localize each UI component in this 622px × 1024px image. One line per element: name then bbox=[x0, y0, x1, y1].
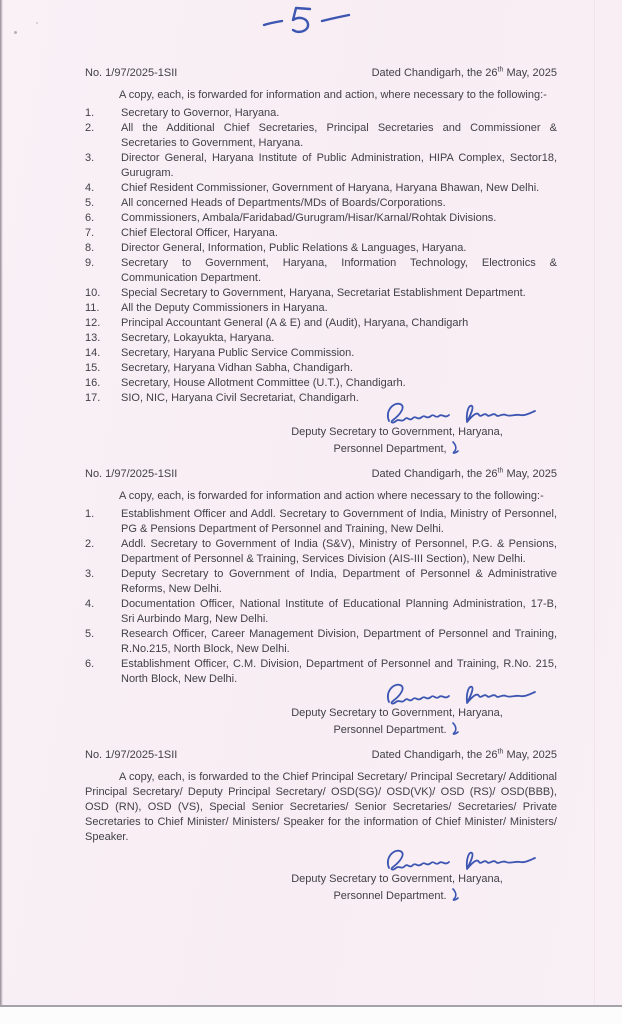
scan-speck bbox=[14, 31, 17, 34]
scan-speck bbox=[36, 22, 38, 24]
reference-number: No. 1/97/2025-1SII bbox=[85, 749, 178, 761]
item-number: 3. bbox=[85, 152, 95, 164]
item-text: Research Officer, Career Management Division, Department of Personnel and Training, R.No.215, North Block, New Delhi. bbox=[121, 628, 557, 655]
list-item bbox=[85, 181, 557, 196]
reference-row bbox=[85, 748, 557, 763]
forwarding-section-1 bbox=[85, 66, 557, 457]
date-line: Dated Chandigarh, the 26th May, 2025 bbox=[371, 748, 557, 761]
signoff-title: Deputy Secretary to Government, Haryana, bbox=[291, 426, 503, 438]
ink-flourish-icon bbox=[449, 721, 461, 737]
letter-body bbox=[85, 0, 557, 904]
item-number: 13. bbox=[85, 332, 101, 344]
item-text: Documentation Officer, National Institute of Educational Planning Administration, 17-B, Sri Aurbindo Marg, New Delhi. bbox=[121, 598, 557, 625]
item-number: 16. bbox=[85, 377, 101, 389]
list-item bbox=[85, 627, 557, 657]
forwarding-section-3 bbox=[85, 748, 557, 904]
signoff-department: Personnel Department. bbox=[237, 887, 557, 904]
list-item bbox=[85, 256, 557, 286]
item-number: 7. bbox=[85, 227, 95, 239]
intro-paragraph: A copy, each, is forwarded to the Chief Principal Secretary/ Principal Secretary/ Additional Principal Secretary/ Deputy Principal Secretary/ OSD(SG)/ OSD(VK)/ OSD (RS)/ OSD(BBB), OSD (RN), OSD (VS), Special Senior Secretaries/ Senior Secretaries/ Secretaries/ Private Secretaries to Chief Minister/ Ministers/ Speaker for the information of Chief Minister/ Ministers/ Speaker. bbox=[85, 771, 557, 843]
list-item bbox=[85, 567, 557, 597]
forwarding-section-2 bbox=[85, 467, 557, 738]
intro-paragraph: A copy, each, is forwarded for information and action, where necessary to the following:- bbox=[119, 89, 547, 101]
signoff-title: Deputy Secretary to Government, Haryana, bbox=[291, 873, 503, 885]
item-text: Secretary, Lokayukta, Haryana. bbox=[121, 332, 275, 344]
list-item bbox=[85, 331, 557, 346]
item-text: Director General, Haryana Institute of Public Administration, HIPA Complex, Sector18, Gurugram. bbox=[121, 152, 557, 179]
signoff-department: Personnel Department. bbox=[237, 721, 557, 738]
list-item bbox=[85, 151, 557, 181]
date-line: Dated Chandigarh, the 26th May, 2025 bbox=[371, 66, 557, 79]
item-number: 5. bbox=[85, 628, 95, 640]
reference-row bbox=[85, 66, 557, 81]
list-item bbox=[85, 597, 557, 627]
item-number: 1. bbox=[85, 508, 95, 520]
list-item bbox=[85, 301, 557, 316]
item-text: Director General, Information, Public Relations & Languages, Haryana. bbox=[121, 242, 467, 254]
item-text: Secretary, Haryana Vidhan Sabha, Chandigarh. bbox=[121, 362, 353, 374]
date-ordinal: th bbox=[497, 748, 504, 756]
list-item bbox=[85, 376, 557, 391]
item-text: SIO, NIC, Haryana Civil Secretariat, Chandigarh. bbox=[121, 392, 359, 404]
signoff-department: Personnel Department, bbox=[237, 440, 557, 457]
item-number: 11. bbox=[85, 302, 100, 314]
item-number: 12. bbox=[85, 317, 101, 329]
item-text: Secretary, Haryana Public Service Commission. bbox=[121, 347, 355, 359]
item-number: 2. bbox=[85, 538, 95, 550]
item-text: All the Additional Chief Secretaries, Principal Secretaries and Commissioner & Secretaries to Government, Haryana. bbox=[121, 122, 557, 149]
item-text: Addl. Secretary to Government of India (S&V), Ministry of Personnel, P.G. & Pensions, Department of Personnel & Training, Services Division (AIS-III Section), New Delhi. bbox=[121, 538, 557, 565]
list-item bbox=[85, 211, 557, 226]
list-item bbox=[85, 286, 557, 301]
list-item bbox=[85, 507, 557, 537]
list-item bbox=[85, 106, 557, 121]
distribution-list bbox=[85, 507, 557, 687]
date-ordinal: th bbox=[497, 467, 504, 475]
item-number: 17. bbox=[85, 392, 101, 404]
list-item bbox=[85, 361, 557, 376]
item-text: Establishment Officer, C.M. Division, Department of Personnel and Training, R.No. 215, North Block, New Delhi. bbox=[121, 658, 557, 685]
ink-flourish-icon bbox=[449, 887, 461, 903]
item-number: 9. bbox=[85, 257, 95, 269]
item-text: Deputy Secretary to Government of India, Department of Personnel & Administrative Reforms, New Delhi. bbox=[121, 568, 557, 595]
scan-left-edge bbox=[0, 0, 3, 1005]
item-text: Chief Electoral Officer, Haryana. bbox=[121, 227, 278, 239]
intro-paragraph: A copy, each, is forwarded for information and action where necessary to the following:- bbox=[119, 490, 544, 502]
item-text: All the Deputy Commissioners in Haryana. bbox=[121, 302, 328, 314]
item-number: 6. bbox=[85, 212, 95, 224]
item-number: 14. bbox=[85, 347, 101, 359]
item-text: Chief Resident Commissioner, Government of Haryana, Haryana Bhawan, New Delhi. bbox=[121, 182, 540, 194]
list-item bbox=[85, 316, 557, 331]
item-number: 8. bbox=[85, 242, 95, 254]
item-number: 2. bbox=[85, 122, 95, 134]
date-ordinal: th bbox=[497, 66, 504, 74]
list-item bbox=[85, 121, 557, 151]
item-text: Establishment Officer and Addl. Secretary to Government of India, Ministry of Personnel, PG & Pensions Department of Personnel and Training, New Delhi. bbox=[121, 508, 557, 535]
item-text: Secretary, House Allotment Committee (U.T.), Chandigarh. bbox=[121, 377, 406, 389]
date-line: Dated Chandigarh, the 26th May, 2025 bbox=[371, 467, 557, 480]
item-number: 5. bbox=[85, 197, 95, 209]
item-number: 10. bbox=[85, 287, 101, 299]
reference-number: No. 1/97/2025-1SII bbox=[85, 67, 178, 79]
item-text: Secretary to Governor, Haryana. bbox=[121, 107, 280, 119]
item-text: Special Secretary to Government, Haryana, Secretariat Establishment Department. bbox=[121, 287, 526, 299]
scan-fold-line bbox=[594, 0, 595, 1005]
reference-row bbox=[85, 467, 557, 482]
item-text: All concerned Heads of Departments/MDs of Boards/Corporations. bbox=[121, 197, 446, 209]
list-item bbox=[85, 226, 557, 241]
item-number: 15. bbox=[85, 362, 101, 374]
signoff-title: Deputy Secretary to Government, Haryana, bbox=[291, 707, 503, 719]
reference-number: No. 1/97/2025-1SII bbox=[85, 468, 178, 480]
item-text: Commissioners, Ambala/Faridabad/Gurugram/Hisar/Karnal/Rohtak Divisions. bbox=[121, 212, 497, 224]
item-text: Principal Accountant General (A & E) and (Audit), Haryana, Chandigarh bbox=[121, 317, 469, 329]
list-item bbox=[85, 196, 557, 211]
list-item bbox=[85, 241, 557, 256]
item-number: 6. bbox=[85, 658, 95, 670]
item-number: 3. bbox=[85, 568, 95, 580]
list-item bbox=[85, 537, 557, 567]
item-number: 4. bbox=[85, 182, 95, 194]
distribution-list bbox=[85, 106, 557, 406]
item-text: Secretary to Government, Haryana, Information Technology, Electronics & Communication Department. bbox=[121, 257, 557, 284]
list-item bbox=[85, 346, 557, 361]
item-number: 1. bbox=[85, 107, 95, 119]
ink-flourish-icon bbox=[449, 440, 461, 456]
item-number: 4. bbox=[85, 598, 95, 610]
